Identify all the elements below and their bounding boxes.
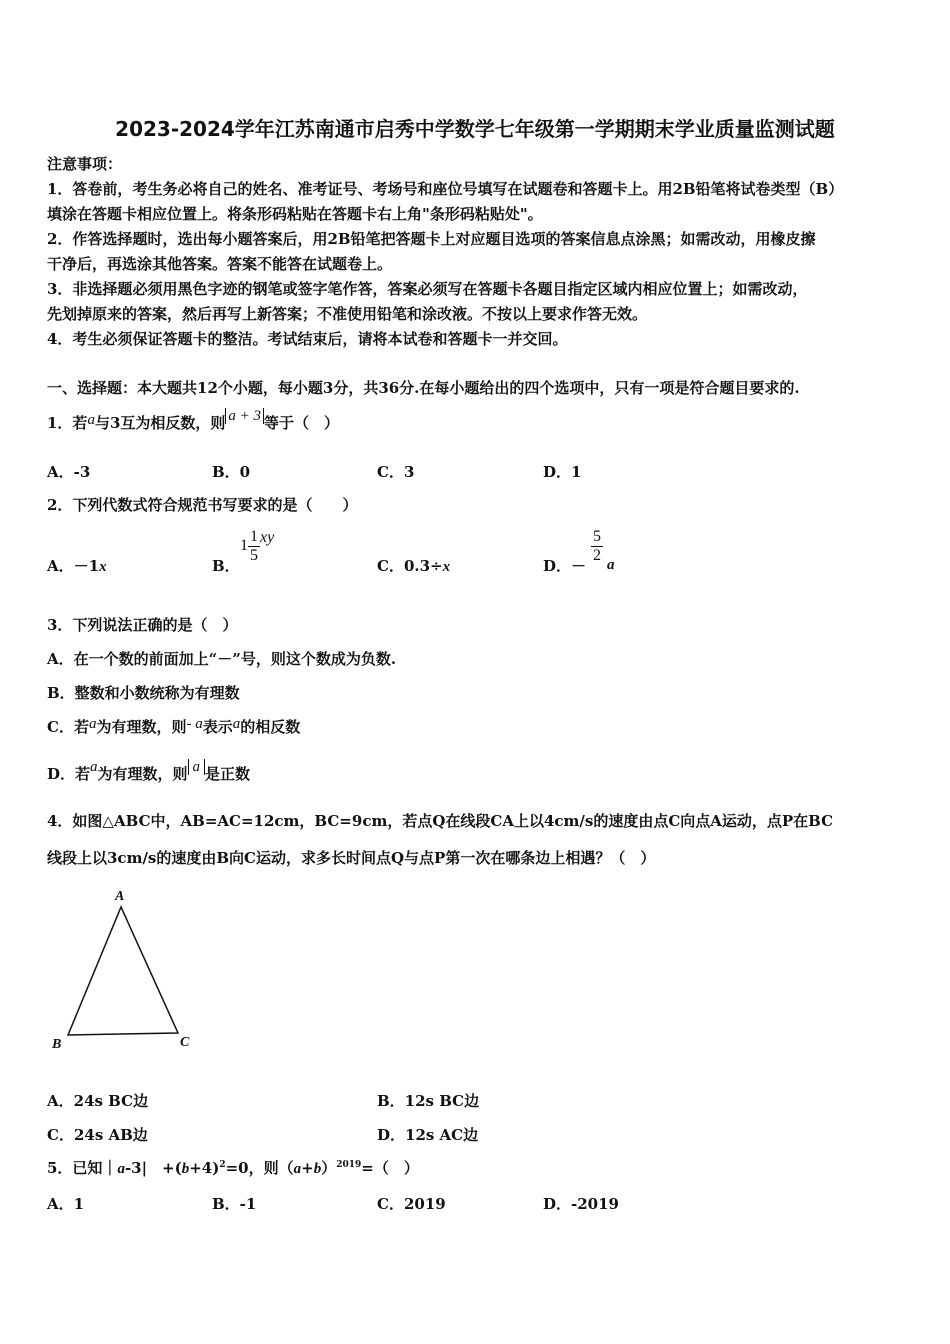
option-a: A．在一个数的前面加上“－”号，则这个数成为负数. (47, 650, 397, 668)
notice-line: 4．考生必须保证答题卡的整洁。考试结束后，请将本试卷和答题卡一并交回。 (47, 330, 568, 348)
option-c: C．0.3÷x (377, 557, 451, 575)
vertex-label-b: B (52, 1037, 62, 1052)
question-5-stem: 5．已知｜a-3| $+(b+4)^2=0$，则$(a+b)^{2019}=$（ ） (47, 1159, 419, 1177)
notice-line: 1．答卷前，考生务必将自己的姓名、准考证号、考场号和座位号填写在试题卷和答题卡上。用2B铅笔将试卷类型（B） (47, 180, 844, 198)
triangle-abc (68, 907, 178, 1035)
option-b: B．-1 (212, 1195, 257, 1213)
option-d: D．1 (543, 463, 582, 481)
section-heading: 一、选择题：本大题共12个小题，每小题3分，共36分.在每小题给出的四个选项中，只有一项是符合题目要求的. (47, 379, 800, 397)
option-c: C．若a为有理数，则- a表示a的相反数 (47, 716, 301, 736)
option-c: C．24s AB边 (47, 1126, 148, 1144)
option-d-var: a (607, 557, 615, 573)
question-4-stem-line2: 线段上以3cm/s的速度由B向C运动，求多长时间点Q与点P第一次在哪条边上相遇？（ ） (47, 849, 656, 867)
notice-line: 3．非选择题必须用黑色字迹的钢笔或签字笔作答，答案必须写在答题卡各题目指定区域内相应位置上；如需改动， (47, 280, 808, 298)
option-b: B．12s BC边 (377, 1092, 480, 1110)
notice-heading: 注意事项： (47, 155, 123, 173)
triangle-figure (40, 880, 210, 1055)
option-d-fraction: $\frac{5}{2}$ (593, 528, 601, 564)
option-d: D．-2019 (543, 1195, 619, 1213)
question-4-stem-line1: 4．如图△ABC中，AB=AC=12cm，BC=9cm，若点Q在线段CA上以4cm/s的速度由点C向点A运动，点P在BC (47, 812, 834, 830)
option-b: B．整数和小数统称为有理数 (47, 684, 240, 702)
vertex-label-a: A (115, 889, 125, 904)
option-a: A．-3 (47, 463, 91, 481)
page-title: 2023-2024学年江苏南通市启秀中学数学七年级第一学期期末学业质量监测试题 (115, 117, 835, 141)
question-3-stem: 3．下列说法正确的是（ ） (47, 616, 238, 634)
question-1-stem: 1．若a与3互为相反数，则 a + 3 等于（ ） (47, 408, 340, 432)
option-a: A．－1x (47, 557, 107, 575)
option-d-label: D．－ (543, 557, 587, 575)
option-d: D．12s AC边 (377, 1126, 479, 1144)
option-a: A．24s BC边 (47, 1092, 149, 1110)
notice-line: 干净后，再选涂其他答案。答案不能答在试题卷上。 (47, 255, 393, 273)
option-b: B．0 (212, 463, 251, 481)
option-b-expr: 1 $\frac{1}{5}$ xy (240, 528, 275, 564)
notice-line: 2．作答选择题时，选出每小题答案后，用2B铅笔把答题卡上对应题目选项的答案信息点涂黑；如需改动，用橡皮擦 (47, 230, 816, 248)
notice-line: 先划掉原来的答案，然后再写上新答案；不准使用铅笔和涂改液。不按以上要求作答无效。 (47, 305, 648, 323)
option-b-label: B． (212, 557, 240, 575)
vertex-label-c: C (180, 1035, 190, 1050)
question-2-stem: 2．下列代数式符合规范书写要求的是（ ） (47, 496, 358, 514)
option-c: C．3 (377, 463, 415, 481)
option-a: A．1 (47, 1195, 85, 1213)
notice-line: 填涂在答题卡相应位置上。将条形码粘贴在答题卡右上角"条形码粘贴处"。 (47, 205, 543, 223)
option-d: D．若a为有理数，则 a 是正数 (47, 759, 251, 783)
option-c: C．2019 (377, 1195, 446, 1213)
